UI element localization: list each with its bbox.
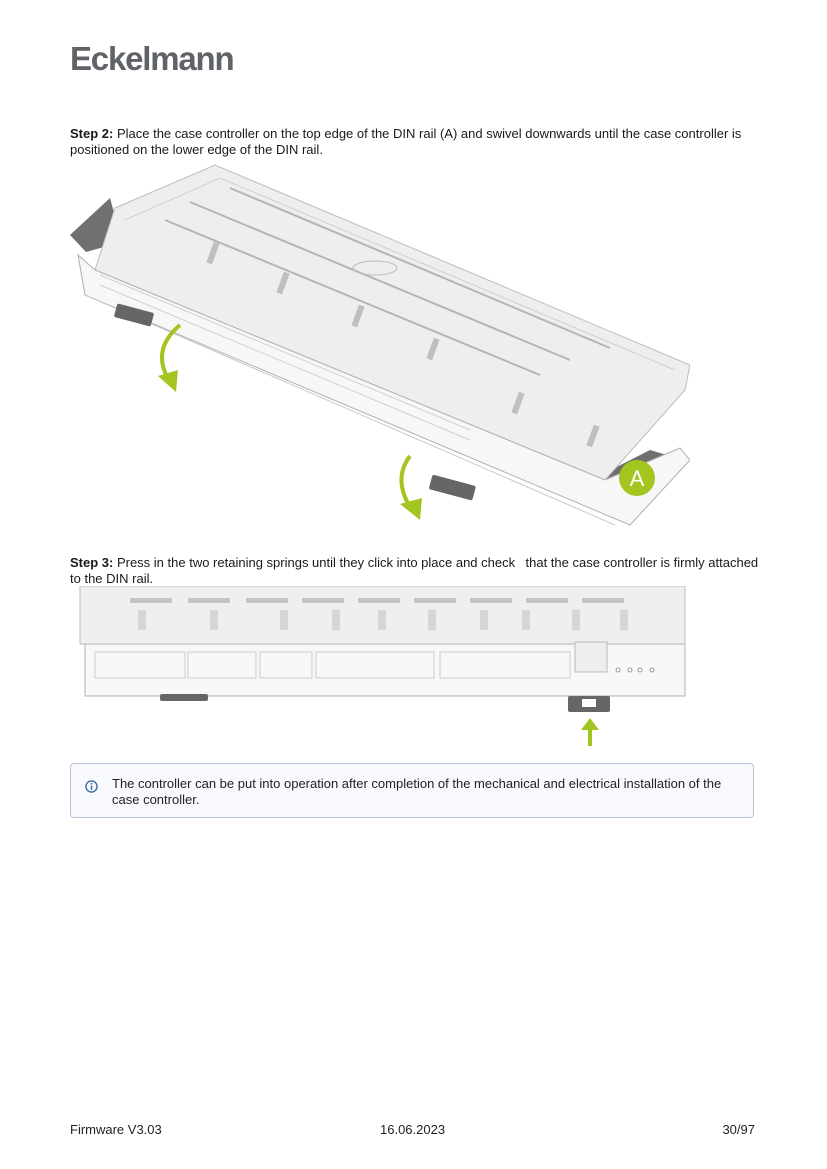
case-controller-mounting-illustration	[70, 160, 690, 535]
info-note-text: The controller can be put into operation after completion of the mechanical and electrical installation of the case controller.	[112, 776, 722, 807]
case-controller-front-illustration	[70, 586, 695, 751]
eckelmann-logo: Eckelmann	[70, 40, 234, 77]
step-2-paragraph	[70, 126, 760, 158]
step-2-text: Place the case controller on the top edge of the DIN rail (A) and swivel downwards until the case controller is positioned on the lower edge of the DIN rail.	[70, 126, 742, 157]
info-icon	[85, 780, 98, 793]
callout-a-label: A	[629, 466, 645, 491]
front-connector	[575, 642, 607, 672]
front-retaining-spring-left	[160, 694, 208, 701]
step-3-label: Step 3:	[70, 555, 114, 570]
footer-firmware: Firmware V3.03	[70, 1122, 162, 1137]
step-3-paragraph	[70, 555, 760, 587]
info-note	[70, 763, 754, 818]
retaining-spring-right	[429, 475, 476, 501]
step-3-text: Press in the two retaining springs until they click into place and checkthat the case controller is firmly attached to the DIN rail.	[70, 555, 759, 586]
footer-page-number: 30/97	[722, 1122, 755, 1137]
footer-date: 16.06.2023	[380, 1122, 446, 1137]
step-2-label: Step 2:	[70, 126, 114, 141]
front-cover-slots	[130, 598, 624, 603]
